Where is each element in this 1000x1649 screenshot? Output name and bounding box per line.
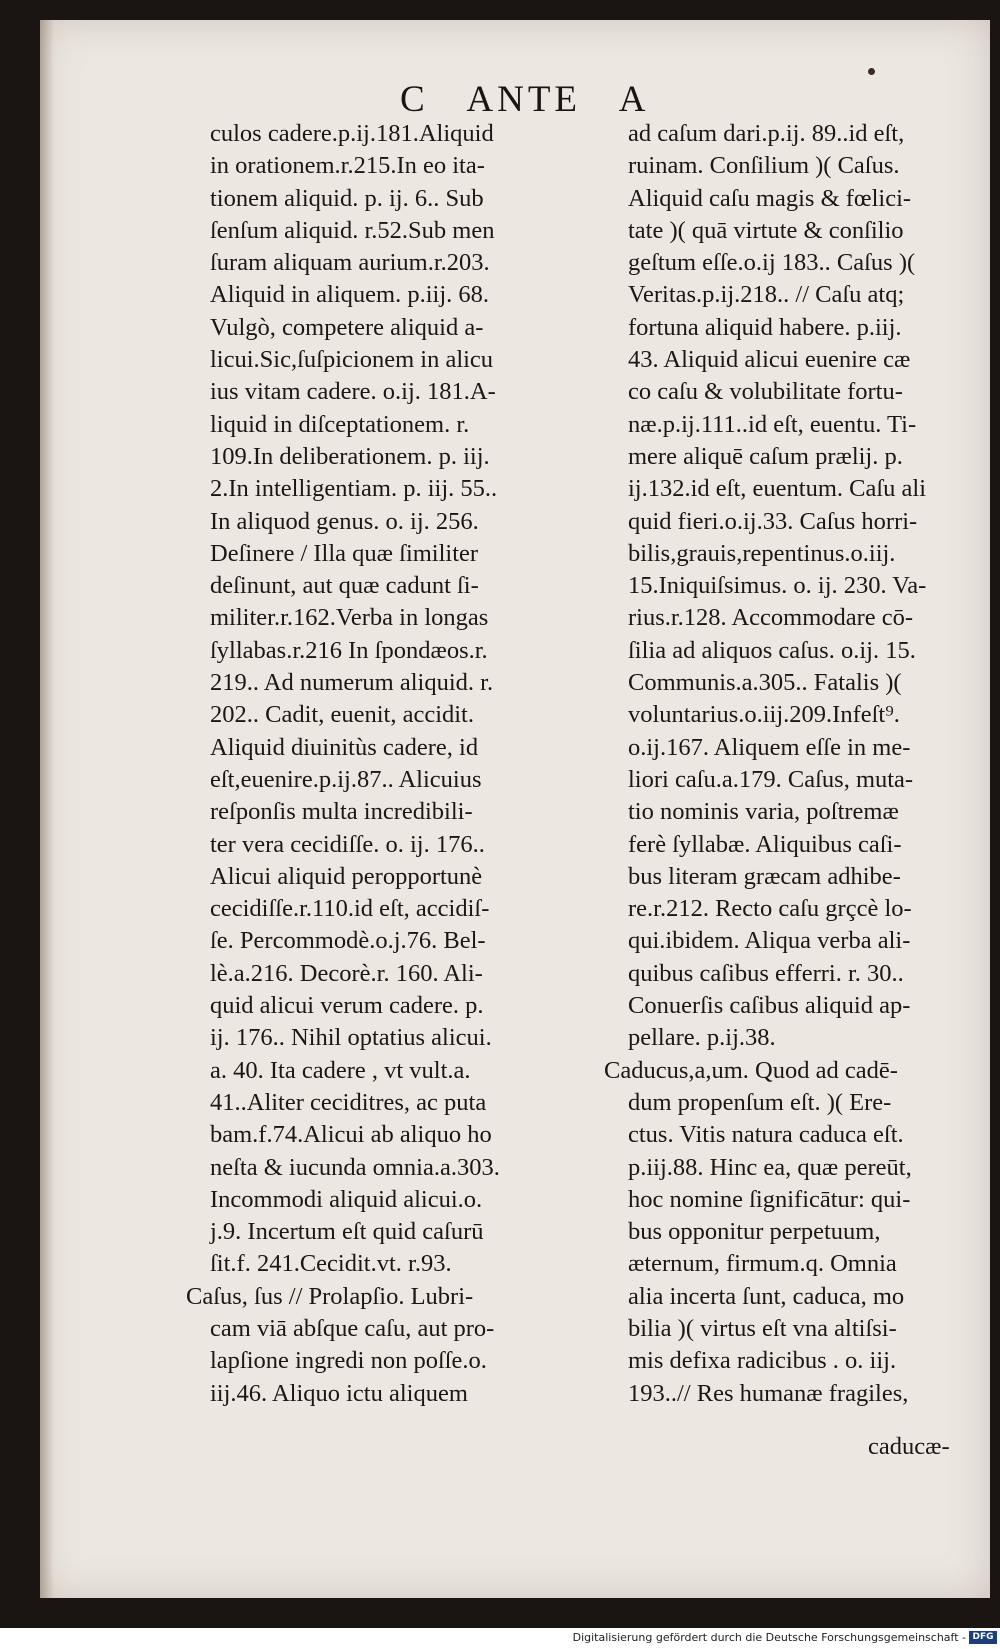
running-head: C ANTE A <box>400 79 650 120</box>
text-line: ius vitam cadere. o.ij. 181.A- <box>210 378 496 406</box>
text-line: quid fieri.o.ij.33. Caſus horri- <box>628 507 918 535</box>
text-line: næ.p.ij.111..id eſt, euentu. Ti- <box>628 410 917 438</box>
text-line: rius.r.128. Accommodare cō- <box>628 604 914 632</box>
text-line: 15.Iniquiſsimus. o. ij. 230. Va- <box>628 572 927 600</box>
text-line: 202.. Cadit, euenit, accidit. <box>210 701 474 729</box>
text-line: ruinam. Conſilium )( Caſus. <box>628 152 900 180</box>
text-line: mere aliquē caſum prælij. p. <box>628 442 903 470</box>
text-line: mis defixa radicibus . o. iij. <box>628 1347 897 1375</box>
text-line: ij.132.id eſt, euentum. Caſu ali <box>628 475 927 503</box>
text-line: culos cadere.p.ij.181.Aliquid <box>210 120 494 147</box>
text-line: ſilia ad aliquos caſus. o.ij. 15. <box>628 636 916 664</box>
text-line: reſponſis multa incredibili- <box>210 798 473 826</box>
page-gutter-shadow <box>40 20 54 1598</box>
text-line: iij.46. Aliquo ictu aliquem <box>210 1379 468 1407</box>
right-column <box>604 118 976 1410</box>
text-line: ter vera cecidiſſe. o. ij. 176.. <box>210 830 485 858</box>
text-line: ferè ſyllabæ. Aliquibus caſi- <box>628 830 902 858</box>
text-line: Caducus,a,um. Quod ad cadē- <box>604 1056 898 1084</box>
left-column <box>186 118 574 1410</box>
text-line: ſe. Percommodè.o.j.76. Bel- <box>210 927 486 955</box>
text-line: fortuna aliquid habere. p.iij. <box>628 313 902 341</box>
text-line: lapſione ingredi non poſſe.o. <box>210 1347 487 1375</box>
digitization-credit: Digitalisierung gefördert durch die Deutsche Forschungsgemeinschaft - <box>572 1631 966 1644</box>
text-line: eſt,euenire.p.ij.87.. Alicuius <box>210 765 482 793</box>
text-line: ſit.f. 241.Cecidit.vt. r.93. <box>210 1250 452 1278</box>
text-line: o.ij.167. Aliquem eſſe in me- <box>628 733 911 761</box>
text-line: bam.f.74.Alicui ab aliquo ho <box>210 1121 492 1149</box>
text-line: Alicui aliquid peropportunè <box>210 862 483 890</box>
text-line: In aliquod genus. o. ij. 256. <box>210 507 479 535</box>
text-line: 193..// Res humanæ fragiles, <box>628 1379 909 1407</box>
text-line: hoc nomine ſignificātur: qui- <box>628 1185 911 1213</box>
text-line: tio nominis varia, poſtremæ <box>628 798 899 826</box>
text-line: 109.In deliberationem. p. iij. <box>210 442 490 470</box>
text-line: deſinunt, aut quæ cadunt ſi- <box>210 572 479 600</box>
text-line: quid alicui verum cadere. p. <box>210 992 484 1020</box>
text-line: tionem aliquid. p. ij. 6.. Sub <box>210 184 484 212</box>
text-line: bilia )( virtus eſt vna altiſsi- <box>628 1314 897 1342</box>
text-line: Aliquid caſu magis & fœlici- <box>628 184 912 212</box>
text-line: æternum, firmum.q. Omnia <box>628 1250 897 1278</box>
text-line: bus opponitur perpetuum, <box>628 1218 881 1246</box>
text-line: p.iij.88. Hinc ea, quæ pereūt, <box>628 1153 912 1181</box>
text-line: a. 40. Ita cadere , vt vult.a. <box>210 1056 471 1084</box>
text-line: co caſu & volubilitate fortu- <box>628 378 903 406</box>
ink-speck <box>868 68 875 75</box>
text-line: 41..Aliter ceciditres, ac puta <box>210 1088 487 1116</box>
text-line: geſtum eſſe.o.ij 183.. Caſus )( <box>628 249 916 277</box>
text-line: ad caſum dari.p.ij. 89..id eſt, <box>628 120 905 147</box>
text-line: ctus. Vitis natura caduca eſt. <box>628 1121 904 1149</box>
text-line: in orationem.r.215.In eo ita- <box>210 152 485 180</box>
text-line: ſuram aliquam aurium.r.203. <box>210 249 490 277</box>
text-line: 2.In intelligentiam. p. iij. 55.. <box>210 475 498 503</box>
text-line: tate )( quā virtute & conſilio <box>628 216 904 244</box>
catchword: caducæ- <box>868 1433 950 1460</box>
text-line: ſyllabas.r.216 In ſpondæos.r. <box>210 636 488 664</box>
text-line: Incommodi aliquid alicui.o. <box>210 1185 483 1213</box>
text-line: bus literam græcam adhibe- <box>628 862 901 890</box>
text-line: militer.r.162.Verba in longas <box>210 604 489 632</box>
text-line: Conuerſis caſibus aliquid ap- <box>628 992 911 1020</box>
text-line: Caſus, ſus // Prolapſio. Lubri- <box>186 1282 474 1310</box>
text-line: j.9. Incertum eſt quid caſurū <box>210 1218 484 1246</box>
text-line: liquid in diſceptationem. r. <box>210 410 470 438</box>
text-line: ſenſum aliquid. r.52.Sub men <box>210 216 495 244</box>
text-line: voluntarius.o.iij.209.Infeſt⁹. <box>628 701 900 729</box>
dfg-logo: DFG <box>969 1631 997 1644</box>
text-line: qui.ibidem. Aliqua verba ali- <box>628 927 911 955</box>
text-line: 219.. Ad numerum aliquid. r. <box>210 669 494 697</box>
text-line: Aliquid diuinitùs cadere, id <box>210 733 479 761</box>
text-line: Deſinere / Illa quæ ſimiliter <box>210 539 479 567</box>
text-line: dum propenſum eſt. )( Ere- <box>628 1088 892 1116</box>
text-line: Aliquid in aliquem. p.iij. 68. <box>210 281 490 309</box>
text-line: Communis.a.305.. Fatalis )( <box>628 669 902 697</box>
text-line: pellare. p.ij.38. <box>628 1024 776 1052</box>
text-line: licui.Sic,ſuſpicionem in alicu <box>210 346 494 374</box>
text-line: re.r.212. Recto caſu grçcè lo- <box>628 895 912 923</box>
text-line: alia incerta ſunt, caduca, mo <box>628 1282 905 1310</box>
text-line: ij. 176.. Nihil optatius alicui. <box>210 1024 492 1052</box>
text-line: lè.a.216. Decorè.r. 160. Ali- <box>210 959 483 987</box>
text-line: Vulgò, competere aliquid a- <box>210 313 484 341</box>
text-line: cam viā abſque caſu, aut pro- <box>210 1314 495 1342</box>
text-line: quibus caſibus efferri. r. 30.. <box>628 959 904 987</box>
text-line: 43. Aliquid alicui euenire cæ <box>628 346 911 374</box>
text-line: neſta & iucunda omnia.a.303. <box>210 1153 500 1181</box>
text-line: liori caſu.a.179. Caſus, muta- <box>628 765 914 793</box>
text-line: bilis,grauis,repentinus.o.iij. <box>628 539 896 567</box>
text-line: cecidiſſe.r.110.id eſt, accidiſ- <box>210 895 490 923</box>
text-line: Veritas.p.ij.218.. // Caſu atq; <box>628 281 905 309</box>
